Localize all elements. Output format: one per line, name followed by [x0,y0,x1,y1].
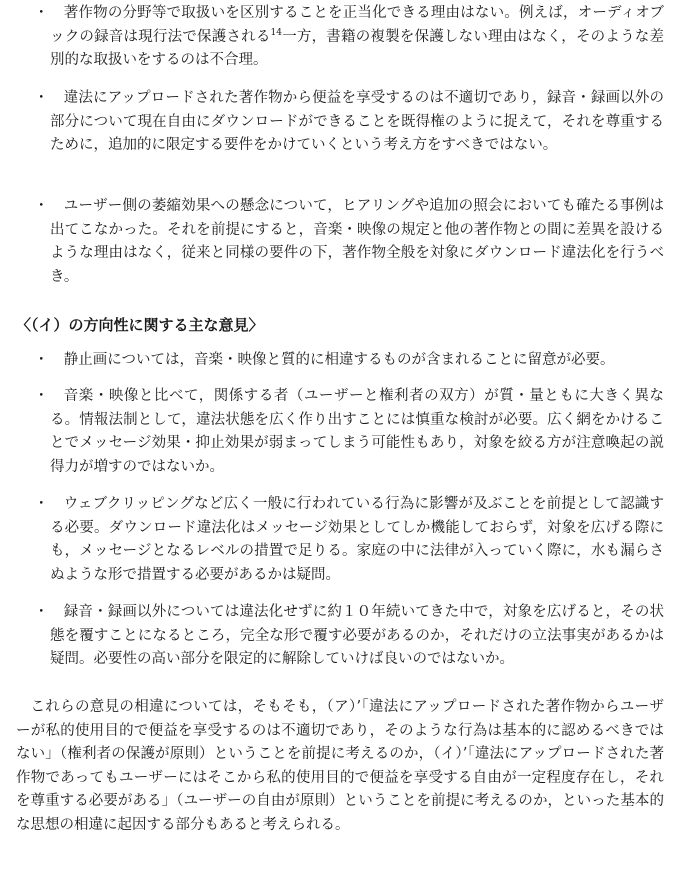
bullet-mark: ・ [34,198,49,214]
list-item [0,87,681,158]
section-heading: 〈（イ）の方向性に関する主な意見〉 [16,316,264,334]
list-item-text-part: 著作物の分野等で取扱いを区別することを正当化できる理由はない。例えば，オーディオブックの録音は現行法で保護される [50,5,664,45]
list-item [0,493,681,587]
bullet-mark: ・ [34,90,49,106]
summary-paragraph: これらの意見の相違については，そもそも，（ア）’「違法にアップロードされた著作物からユーザーが私的使用目的で便益を享受するのは不適切であり，そのような行為は基本的に認めるべきではない」（権利者の保護が原則）ということを前提に考えるのか，（イ）’「違法にアップロードされた著作物であってもユーザーにはそこから私的使用目的で便益を享受する自由が一定程度存在し，それを尊重する必要がある」（ユーザーの自由が原則）ということを前提に考えるのか，といった基本的な思想の相違に起因する部分もあると考えられる。 [16,699,664,833]
list-item-text: ウェブクリッピングなど広く一般に行われている行為に影響が及ぶことを前提として認識する必要。ダウンロード違法化はメッセージ効果としてしか機能しておらず，対象を広げる際にも，メッセージとなるレベルの措置で足りる。家庭の中に法律が入っていく際に，水も漏らさぬような形で措置する必要があるかは疑問。 [50,496,664,583]
list-item-text: 録音・録画以外については違法化せずに約１０年続いてきた中で，対象を広げると，その状態を覆すことになるところ，完全な形で覆す必要があるのか，それだけの立法事実があるかは疑問。必要性の高い部分を限定的に解除していけば良いのではないか。 [50,604,664,667]
bullet-mark: ・ [34,604,49,620]
list-item [0,195,681,289]
list-item [0,385,681,479]
list-item-text: ユーザー側の萎縮効果への懸念について，ヒアリングや追加の照会においても確たる事例は出てこなかった。それを前提にすると，音楽・映像の規定と他の著作物との間に差異を設けるような理由はなく，従来と同様の要件の下，著作物全般を対象にダウンロード違法化を行うべき。 [50,198,664,285]
list-item [0,349,681,373]
bullet-mark: ・ [34,5,49,21]
list-item-text: 音楽・映像と比べて，関係する者（ユーザーと権利者の双方）が質・量ともに大きく異なる。情報法制として，違法状態を広く作り出すことには慎重な検討が必要。広く網をかけることでメッセージ効果・抑止効果が弱まってしまう可能性もあり，対象を絞る方が注意喚起の説得力が増すのではないか。 [50,388,664,475]
bullet-mark: ・ [34,388,49,404]
bullet-mark: ・ [34,496,49,512]
list-item [0,601,681,672]
list-item-text: 静止画については，音楽・映像と質的に相違するものが含まれることに留意が必要。 [63,352,615,368]
footnote-ref[interactable]: 14 [270,27,282,38]
list-item-text-part: 一方，書籍の複製を保護しない理由はなく，そのような差別的な取扱いをするのは不合理。 [50,28,664,68]
list-item [0,2,681,73]
bullet-mark: ・ [34,352,49,368]
list-item-text [50,2,664,73]
list-item-text: 違法にアップロードされた著作物から便益を享受するのは不適切であり，録音・録画以外の部分について現在自由にダウンロードができることを既得権のように捉えて，それを尊重するために，追加的に限定する要件をかけていくという考え方をすべきではない。 [50,90,664,153]
